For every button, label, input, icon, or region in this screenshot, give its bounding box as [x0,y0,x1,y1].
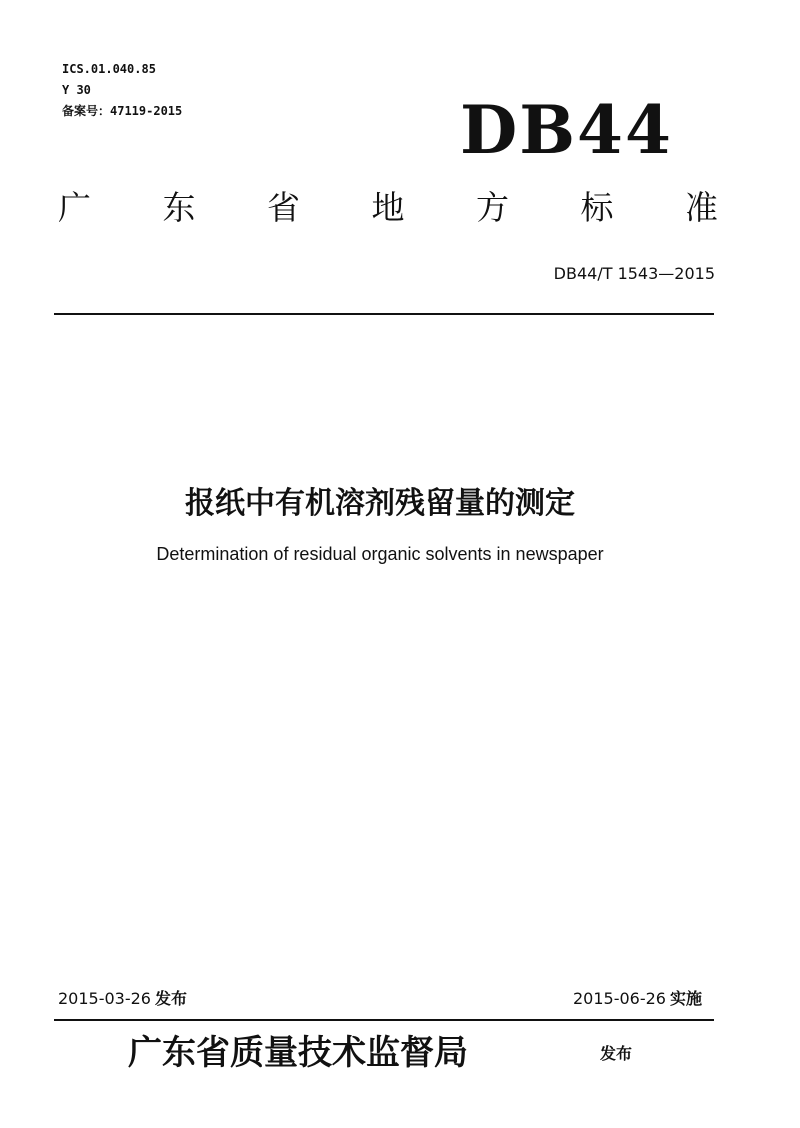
standard-type-char: 方 [476,188,509,227]
ics-code: ICS.01.040.85 [62,62,156,76]
issuer-suffix: 发布 [600,1044,633,1063]
implementation-date [573,988,702,1010]
standard-type-char: 准 [685,188,718,227]
ccs-code: Y 30 [62,83,91,97]
standard-type-char: 广 [58,188,91,227]
db-logo: DB44 [460,91,673,169]
standard-type [58,188,718,228]
filing-number: 备案号：47119-2015 [62,104,183,118]
standard-number: DB44/T 1543—2015 [553,264,715,283]
implementation-date-value: 2015-06-26 [573,989,666,1008]
bottom-divider [54,1019,714,1021]
issue-date [58,988,187,1010]
standard-type-char: 省 [267,188,300,227]
top-divider [54,313,714,315]
standard-type-char: 东 [162,188,196,227]
issue-date-suffix: 发布 [154,989,187,1008]
title-english: Determination of residual organic solvents in newspaper [156,544,604,564]
implementation-date-suffix: 实施 [669,989,702,1008]
standard-type-char: 标 [580,188,614,227]
title-chinese: 报纸中有机溶剂残留量的测定 [185,486,575,521]
issuer-name: 广东省质量技术监督局 [128,1033,468,1073]
standard-type-char: 地 [371,188,405,227]
issue-date-value: 2015-03-26 [58,989,151,1008]
